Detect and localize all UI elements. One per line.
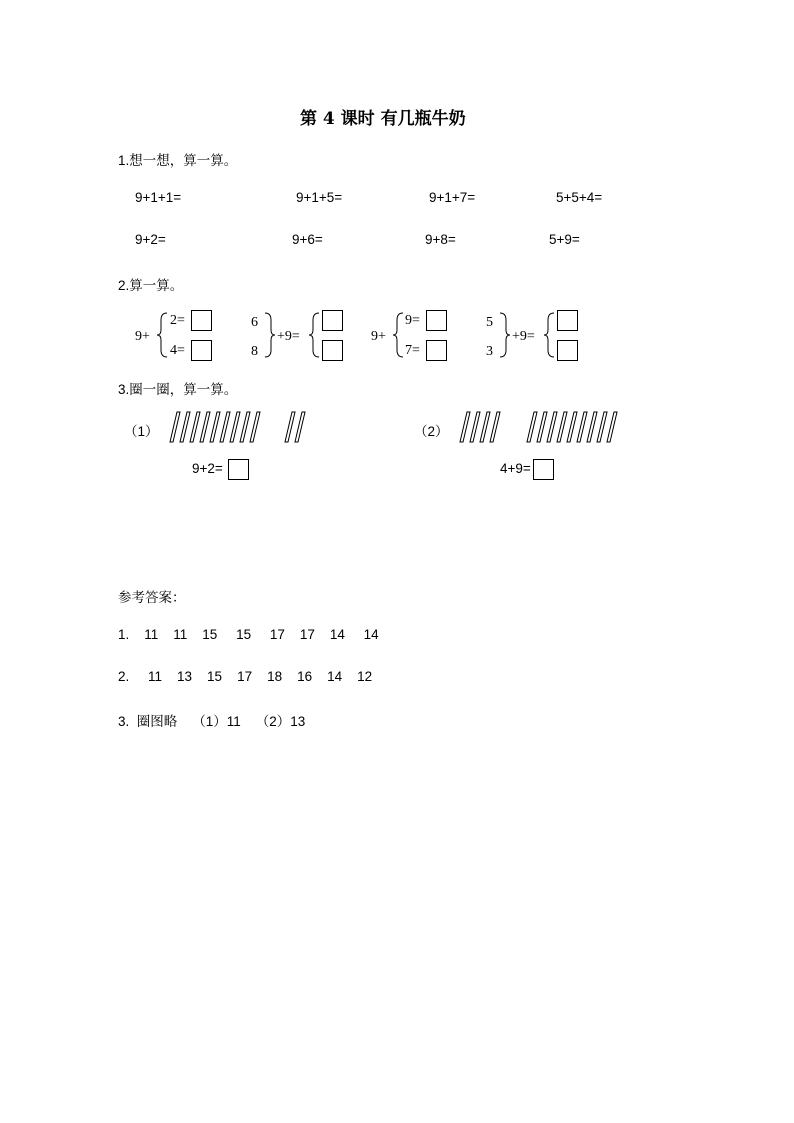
group2-suffix: +9= (277, 329, 300, 344)
answer-box[interactable] (191, 340, 212, 361)
answers-heading: 参考答案： (118, 590, 186, 605)
stick-icon (295, 412, 305, 442)
exercise-1-2: 9+1+5= (296, 190, 343, 205)
exercise-1-5: 9+2= (135, 232, 166, 247)
item2-equation: 4+9= (500, 461, 531, 476)
right-brace-icon (264, 312, 276, 358)
answer-box[interactable] (426, 340, 447, 361)
stick-icon (537, 412, 547, 442)
item1-label: （1） (124, 424, 159, 439)
section3-heading: 3.圈一圈，算一算。 (118, 382, 238, 397)
answer-box[interactable] (533, 459, 554, 480)
stick-icon (210, 412, 220, 442)
stick-group-9 (168, 410, 263, 444)
exercise-1-7: 9+8= (425, 232, 456, 247)
stick-icon (587, 412, 597, 442)
answer-box[interactable] (228, 459, 249, 480)
stick-icon (220, 412, 230, 442)
stick-icon (607, 412, 617, 442)
exercise-1-4: 5+5+4= (556, 190, 603, 205)
group3-bottom-label: 7= (405, 343, 420, 358)
answer-box[interactable] (191, 310, 212, 331)
answer-box[interactable] (557, 310, 578, 331)
stick-icon (460, 412, 470, 442)
left-brace-icon (156, 312, 168, 358)
group4-suffix: +9= (512, 329, 535, 344)
exercise-1-8: 5+9= (549, 232, 580, 247)
stick-icon (557, 412, 567, 442)
group2-bottom-label: 8 (251, 344, 258, 359)
stick-icon (480, 412, 490, 442)
stick-icon (285, 412, 295, 442)
answer-box[interactable] (322, 310, 343, 331)
stick-icon (470, 412, 480, 442)
stick-icon (577, 412, 587, 442)
stick-icon (597, 412, 607, 442)
group4-top-label: 5 (486, 315, 493, 330)
group1-top-label: 2= (170, 313, 185, 328)
answer-box[interactable] (426, 310, 447, 331)
group4-bottom-label: 3 (486, 344, 493, 359)
stick-icon (250, 412, 260, 442)
stick-icon (567, 412, 577, 442)
answer-box[interactable] (557, 340, 578, 361)
stick-group-9 (525, 410, 620, 444)
stick-icon (490, 412, 500, 442)
exercise-1-6: 9+6= (292, 232, 323, 247)
answers-line-3: 3. 圈图略 （1）11 （2）13 (118, 714, 306, 729)
section1-heading: 1.想一想，算一算。 (118, 153, 238, 168)
right-brace-icon (499, 312, 511, 358)
stick-icon (240, 412, 250, 442)
exercise-1-1: 9+1+1= (135, 190, 182, 205)
group3-prefix: 9+ (371, 329, 386, 344)
answers-line-1: 1. 11 11 15 15 17 17 14 14 (118, 627, 379, 642)
left-brace-icon (392, 312, 404, 358)
stick-group-2 (283, 410, 313, 444)
item1-equation: 9+2= (192, 461, 223, 476)
section2-heading: 2.算一算。 (118, 278, 184, 293)
group1-bottom-label: 4= (170, 343, 185, 358)
group2-top-label: 6 (251, 315, 258, 330)
left-brace-icon (308, 312, 320, 358)
stick-icon (170, 412, 180, 442)
stick-icon (230, 412, 240, 442)
left-brace-icon (543, 312, 555, 358)
page-title: 第 4 课时 有几瓶牛奶 (300, 109, 466, 129)
answer-box[interactable] (322, 340, 343, 361)
exercise-1-3: 9+1+7= (429, 190, 476, 205)
stick-icon (527, 412, 537, 442)
stick-icon (547, 412, 557, 442)
stick-icon (190, 412, 200, 442)
stick-icon (180, 412, 190, 442)
stick-group-4 (458, 410, 508, 444)
group1-prefix: 9+ (135, 329, 150, 344)
item2-label: （2） (414, 424, 449, 439)
answers-line-2: 2. 11 13 15 17 18 16 14 12 (118, 669, 373, 684)
group3-top-label: 9= (405, 313, 420, 328)
stick-icon (200, 412, 210, 442)
